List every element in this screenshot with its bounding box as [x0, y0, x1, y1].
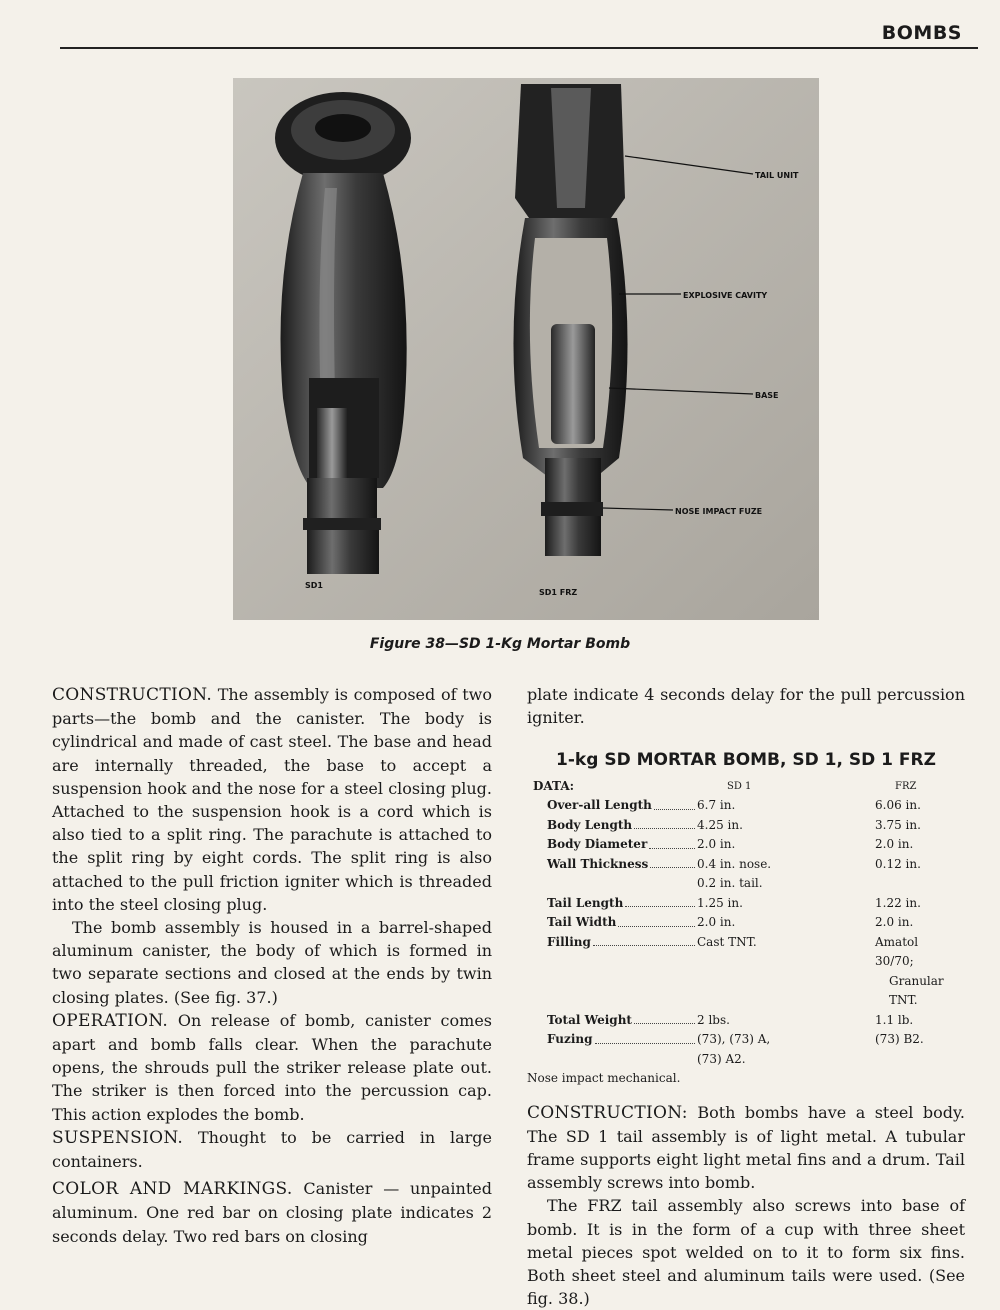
frz-paragraph: The FRZ tail assembly also screws into base of bomb. It is in the form of a cup with three sheet metal pieces spot welded on to it to form six fins. Both sheet steel and aluminum tails were used. (See fig. 38.)	[527, 1196, 965, 1309]
operation-paragraph	[52, 1009, 492, 1126]
row-label: Body Diameter	[547, 837, 648, 852]
row-value-frz: 6.06 in.	[875, 798, 921, 813]
table-row	[527, 972, 957, 1011]
callout-explosive-cavity: EXPLOSIVE CAVITY	[683, 291, 768, 300]
row-value-frz: 3.75 in.	[875, 817, 921, 832]
row-value-frz	[855, 874, 957, 894]
housing-paragraph: The bomb assembly is housed in a barrel-shaped aluminum canister, the body of which is formed in two separate sections and closed at the ends by twin closing plates. (See fig. 37.)	[52, 918, 492, 1007]
fuze-note-row	[527, 1069, 957, 1089]
row-value-frz	[855, 1050, 957, 1070]
row-value-sd1	[697, 972, 855, 1011]
table-row	[527, 913, 957, 933]
row-label: Total Weight	[547, 1012, 632, 1027]
photo-label-sd1-frz: SD1 FRZ	[539, 588, 578, 597]
callout-base: BASE	[755, 391, 779, 400]
row-value-frz: 2.0 in.	[875, 837, 914, 852]
row-value-sd1: 1.25 in.	[697, 895, 743, 910]
row-label	[527, 972, 697, 1011]
right-column	[527, 683, 965, 1310]
row-value-sd1: (73) A2.	[697, 1051, 746, 1066]
table-row	[527, 796, 957, 816]
table-header-row	[527, 777, 957, 797]
operation-text: On release of bomb, canister comes apart and bomb falls clear. When the parachute opens, the shrouds pull the striker release plate out. The striker is then forced into the percussion cap. This action explodes the bomb.	[52, 1010, 492, 1124]
row-value-frz: 1.1 lb.	[875, 1012, 914, 1027]
row-value-sd1: (73), (73) A,	[697, 1032, 771, 1047]
row-label	[527, 1050, 697, 1070]
construction-text: The assembly is composed of two parts—the bomb and the canister. The body is cylindrical and made of cast steel. The base and head are internally threaded, the base to accept a suspension hook and the nose for a steel closing plug. Attached to the suspension hook is a cord which is also tied to a split ring. The parachute is attached to the split ring by eight cords. The split ring is also attached to the pull friction igniter which is threaded into the steel closing plug.	[52, 685, 492, 914]
row-value-sd1: 2.0 in.	[697, 915, 736, 930]
data-label: DATA:	[533, 778, 575, 793]
right-construction-heading: CONSTRUCTION:	[527, 1102, 688, 1123]
specifications-table	[527, 777, 957, 1089]
row-label: Fuzing	[547, 1032, 593, 1047]
suspension-heading: SUSPENSION.	[52, 1127, 184, 1148]
table-row	[527, 874, 957, 894]
row-value-sd1: 2.0 in.	[697, 837, 736, 852]
row-value-sd1: 6.7 in.	[697, 798, 736, 813]
data-table-title: 1-kg SD MORTAR BOMB, SD 1, SD 1 FRZ	[556, 750, 936, 771]
page-header-title: BOMBS	[881, 22, 962, 44]
table-row	[527, 816, 957, 836]
table-row	[527, 933, 957, 972]
row-label	[527, 874, 697, 894]
row-label: Tail Length	[547, 895, 624, 910]
table-row	[527, 894, 957, 914]
right-construction-paragraph	[527, 1101, 965, 1195]
operation-heading: OPERATION.	[52, 1010, 169, 1031]
row-value-frz: 0.12 in.	[875, 856, 921, 871]
table-row	[527, 835, 957, 855]
row-value-frz: 1.22 in.	[875, 895, 921, 910]
table-row	[527, 1050, 957, 1070]
row-label: Tail Width	[547, 915, 617, 930]
fuze-note: Nose impact mechanical.	[527, 1071, 681, 1086]
row-label: Wall Thickness	[547, 856, 649, 871]
row-value-sd1: 2 lbs.	[697, 1012, 730, 1027]
row-value-frz: (73) B2.	[875, 1032, 924, 1047]
table-row	[527, 855, 957, 875]
left-column	[52, 683, 492, 1248]
row-value-frz: Amatol 30/70;	[875, 934, 919, 969]
row-value-sd1: Cast TNT.	[697, 934, 757, 949]
row-value-sd1: 4.25 in.	[697, 817, 743, 832]
construction-paragraph	[52, 683, 492, 916]
row-value-sd1: 0.4 in. nose.	[697, 856, 772, 871]
color-markings-heading: COLOR AND MARKINGS.	[52, 1179, 293, 1200]
figure-photo	[233, 78, 819, 620]
row-value-frz: 2.0 in.	[875, 915, 914, 930]
photo-label-sd1: SD1	[305, 581, 323, 590]
row-label: Filling	[547, 934, 591, 949]
figure-caption: Figure 38—SD 1-Kg Mortar Bomb	[369, 636, 631, 652]
table-row	[527, 1030, 957, 1050]
color-markings-text: Canister — unpainted aluminum. One red bar on closing plate indicates 2 seconds delay. Two red bars on closing	[52, 1179, 492, 1246]
right-construction-text: Both bombs have a steel body. The SD 1 tail assembly is of light metal. A tubular frame supports eight light metal fins and a drum. Tail assembly screws into bomb.	[527, 1102, 965, 1193]
callout-nose-impact-fuze: NOSE IMPACT FUZE	[675, 507, 763, 516]
color-markings-paragraph	[52, 1177, 492, 1248]
row-label: Over-all Length	[547, 798, 652, 813]
construction-heading: CONSTRUCTION.	[52, 685, 213, 705]
row-value-frz: Granular TNT.	[889, 973, 944, 1008]
callout-tail-unit: TAIL UNIT	[755, 171, 799, 180]
row-value-sd1: 0.2 in. tail.	[697, 876, 763, 891]
header-rule	[60, 47, 978, 49]
column-header-sd1: SD 1	[727, 780, 752, 792]
color-markings-continued: plate indicate 4 seconds delay for the pull percussion igniter.	[527, 685, 965, 728]
row-label: Body Length	[547, 817, 633, 832]
suspension-paragraph	[52, 1126, 492, 1173]
suspension-text: Thought to be carried in large containers.	[52, 1127, 492, 1172]
table-row	[527, 1011, 957, 1031]
column-header-frz: FRZ	[895, 780, 917, 792]
